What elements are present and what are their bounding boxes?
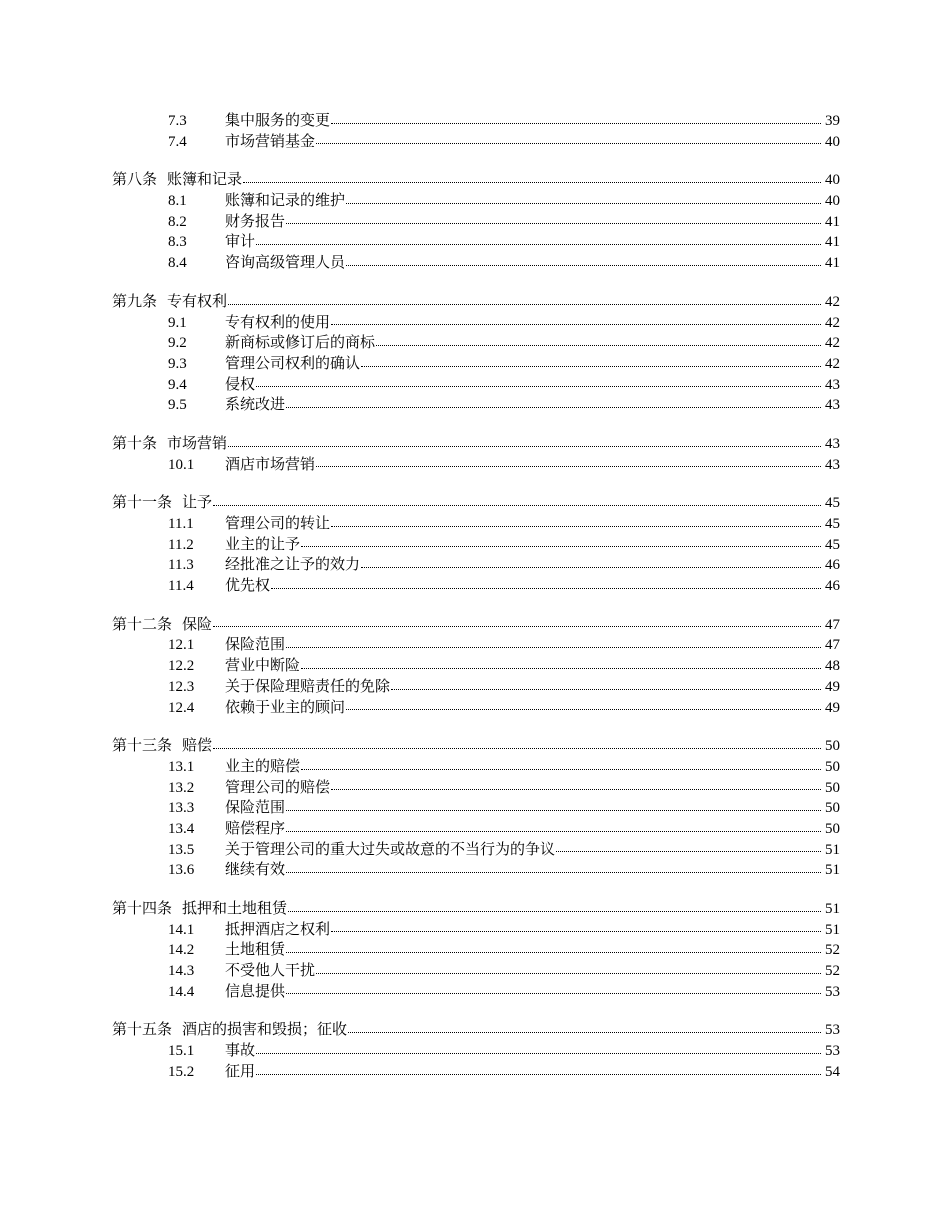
toc-article-row [112, 615, 840, 636]
toc-section [112, 434, 840, 475]
toc-item-row [112, 191, 840, 212]
toc-item-title: 依赖于业主的顾问 [225, 699, 346, 716]
toc-section [112, 1020, 840, 1082]
dot-leader [346, 709, 821, 710]
toc-item-title: 赔偿程序 [225, 820, 286, 837]
toc-item-title: 账簿和记录的维护 [225, 193, 346, 210]
toc-item-number: 8.3 [168, 234, 187, 251]
toc-page-number: 43 [825, 397, 840, 414]
toc-item-title: 关于保险理赔责任的免除 [225, 678, 391, 695]
dot-leader [316, 143, 821, 144]
toc-article-label: 第十一条 [112, 495, 173, 512]
dot-leader [376, 345, 821, 346]
toc-item-title: 审计 [225, 234, 256, 251]
toc-item-title: 市场营销基金 [225, 133, 316, 150]
toc-article-row [112, 292, 840, 313]
dot-leader [256, 1074, 821, 1075]
toc-item-row [112, 395, 840, 416]
toc-article-title [112, 899, 287, 920]
toc-item-number: 12.1 [168, 637, 195, 654]
toc-page-number: 43 [825, 456, 840, 473]
toc-page-number: 47 [825, 637, 840, 654]
toc-item-number: 7.4 [168, 133, 187, 150]
toc-article-name: 账簿和记录 [167, 172, 243, 189]
dot-leader [301, 546, 821, 547]
toc-page-number: 50 [825, 758, 840, 775]
toc-page-number: 40 [825, 193, 840, 210]
toc-article-row [112, 736, 840, 757]
toc-item-row [112, 354, 840, 375]
toc-item-row [112, 1041, 840, 1062]
toc-page-number: 42 [825, 335, 840, 352]
toc-article-title [112, 615, 212, 636]
toc-item-title: 经批准之让予的效力 [225, 557, 361, 574]
toc-item-title: 管理公司的转让 [225, 516, 331, 532]
toc-item-number: 8.2 [168, 213, 187, 230]
dot-leader [301, 668, 821, 669]
toc-page-number: 54 [825, 1063, 840, 1080]
dot-leader [556, 851, 821, 852]
dot-leader [331, 931, 821, 932]
toc-section [112, 292, 840, 416]
toc-item-title: 关于管理公司的重大过失或故意的不当行为的争议 [225, 841, 556, 858]
toc-item-number: 14.4 [168, 983, 195, 1000]
toc-item-number: 13.5 [168, 841, 195, 858]
toc-page-number: 52 [825, 963, 840, 980]
toc-page-number: 50 [825, 738, 840, 755]
toc-article-row [112, 899, 840, 920]
toc-item-number: 13.2 [168, 779, 195, 796]
toc-item-row [112, 253, 840, 274]
toc-article-label: 第十四条 [112, 901, 173, 917]
toc-section [112, 736, 840, 881]
dot-leader [346, 265, 821, 266]
dot-leader [361, 366, 821, 367]
toc-item-number: 14.3 [168, 963, 195, 980]
toc-article-label: 第十五条 [112, 1022, 173, 1039]
toc-item-number: 9.2 [168, 335, 187, 352]
dot-leader [348, 1032, 821, 1033]
toc-item-title: 征用 [225, 1063, 256, 1080]
toc-item-title: 土地租赁 [225, 942, 286, 959]
toc-item-number: 15.2 [168, 1063, 195, 1080]
toc-page-number: 41 [825, 234, 840, 251]
toc-item-number: 12.3 [168, 678, 195, 695]
toc-item-title: 继续有效 [225, 862, 286, 879]
toc-item-number: 9.5 [168, 397, 187, 414]
toc-item-title: 侵权 [225, 376, 256, 393]
toc-article-label: 第十三条 [112, 738, 173, 755]
toc-page-number: 50 [825, 800, 840, 817]
toc-article-title [112, 493, 212, 514]
toc-item-title: 不受他人干扰 [225, 963, 316, 980]
toc-item-number: 13.4 [168, 820, 195, 837]
toc-item-title: 优先权 [225, 578, 271, 595]
toc-item-number: 8.1 [168, 193, 187, 210]
toc-item-title: 酒店市场营销 [225, 456, 316, 473]
toc-page-number: 49 [825, 678, 840, 695]
toc-item-row [112, 333, 840, 354]
toc-item-row [112, 778, 840, 799]
toc-item-row [112, 940, 840, 961]
dot-leader [286, 831, 821, 832]
toc-article-row [112, 493, 840, 514]
toc-article-label: 第十条 [112, 435, 158, 452]
dot-leader [286, 223, 821, 224]
toc-item-title: 管理公司权利的确认 [225, 355, 361, 372]
toc-section [112, 111, 840, 152]
dot-leader [316, 973, 821, 974]
toc-item-number: 10.1 [168, 456, 195, 473]
dot-leader [331, 526, 821, 527]
dot-leader [361, 567, 821, 568]
toc-item-title: 咨询高级管理人员 [225, 255, 346, 272]
toc-article-title [112, 170, 242, 191]
toc-page-number: 46 [825, 578, 840, 595]
toc-article-name: 让予 [182, 495, 213, 512]
table-of-contents [112, 111, 840, 1101]
toc-page-number: 49 [825, 699, 840, 716]
dot-leader [331, 123, 821, 124]
toc-page-number: 50 [825, 820, 840, 837]
toc-item-row [112, 212, 840, 233]
toc-item-number: 9.1 [168, 314, 187, 331]
toc-item-title: 抵押酒店之权利 [225, 921, 331, 938]
toc-item-number: 14.2 [168, 942, 195, 959]
toc-article-title [112, 434, 227, 455]
toc-item-row [112, 698, 840, 719]
toc-article-title [112, 292, 227, 313]
toc-page-number: 45 [825, 495, 840, 512]
toc-item-title: 系统改进 [225, 397, 286, 414]
toc-page-number: 46 [825, 557, 840, 574]
toc-page-number: 47 [825, 616, 840, 633]
dot-leader [391, 689, 821, 690]
toc-page-number: 53 [825, 1022, 840, 1039]
dot-leader [286, 872, 821, 873]
toc-page-number: 41 [825, 213, 840, 230]
toc-item-row [112, 635, 840, 656]
toc-item-number: 13.1 [168, 758, 195, 775]
toc-item-number: 7.3 [168, 113, 187, 129]
toc-page-number: 51 [825, 901, 840, 917]
toc-item-row [112, 677, 840, 698]
toc-item-row [112, 840, 840, 861]
dot-leader [316, 466, 821, 467]
toc-article-title [112, 1020, 347, 1041]
dot-leader [213, 748, 821, 749]
toc-item-title: 专有权利的使用 [225, 314, 331, 331]
dot-leader [286, 952, 821, 953]
dot-leader [228, 446, 821, 447]
toc-page-number: 50 [825, 779, 840, 796]
dot-leader [243, 182, 821, 183]
dot-leader [286, 647, 821, 648]
dot-leader [301, 769, 821, 770]
dot-leader [331, 324, 821, 325]
toc-article-name: 市场营销 [167, 435, 228, 452]
toc-page-number: 45 [825, 536, 840, 553]
toc-item-number: 12.2 [168, 658, 195, 675]
toc-section [112, 615, 840, 718]
toc-item-row [112, 313, 840, 334]
toc-page-number: 53 [825, 1043, 840, 1060]
toc-item-number: 11.1 [168, 516, 194, 532]
dot-leader [256, 386, 821, 387]
dot-leader [346, 203, 821, 204]
toc-page-number: 48 [825, 658, 840, 675]
toc-item-number: 11.3 [168, 557, 194, 574]
toc-section [112, 899, 840, 1002]
toc-item-number: 11.4 [168, 578, 194, 595]
toc-item-title: 保险范围 [225, 637, 286, 654]
toc-page-number: 53 [825, 983, 840, 1000]
dot-leader [271, 588, 821, 589]
dot-leader [286, 993, 821, 994]
toc-item-title: 营业中断险 [225, 658, 301, 675]
toc-item-row [112, 232, 840, 253]
toc-item-title: 管理公司的赔偿 [225, 779, 331, 796]
toc-article-label: 第八条 [112, 172, 158, 189]
dot-leader [286, 407, 821, 408]
toc-page-number: 40 [825, 133, 840, 150]
toc-section [112, 170, 840, 273]
toc-item-number: 11.2 [168, 536, 194, 553]
toc-page-number: 51 [825, 921, 840, 938]
dot-leader [256, 1053, 821, 1054]
toc-article-name: 抵押和土地租赁 [182, 901, 288, 917]
toc-article-name: 保险 [182, 616, 213, 633]
dot-leader [256, 244, 821, 245]
toc-item-row [112, 798, 840, 819]
toc-page-number: 43 [825, 435, 840, 452]
toc-section [112, 493, 840, 596]
toc-item-row [112, 860, 840, 881]
toc-item-number: 14.1 [168, 921, 195, 938]
toc-item-number: 13.3 [168, 800, 195, 817]
toc-page-number: 51 [825, 862, 840, 879]
toc-page-number: 52 [825, 942, 840, 959]
toc-article-name: 专有权利 [167, 293, 228, 310]
toc-page-number: 39 [825, 113, 840, 129]
dot-leader [213, 505, 821, 506]
toc-page-number: 42 [825, 355, 840, 372]
toc-item-row [112, 656, 840, 677]
toc-item-row [112, 555, 840, 576]
toc-item-row [112, 757, 840, 778]
toc-item-row [112, 535, 840, 556]
toc-page-number: 43 [825, 376, 840, 393]
toc-item-title: 业主的让予 [225, 536, 301, 553]
toc-article-title [112, 736, 212, 757]
toc-item-row [112, 132, 840, 153]
toc-article-row [112, 1020, 840, 1041]
toc-item-number: 12.4 [168, 699, 195, 716]
toc-item-row [112, 111, 840, 132]
dot-leader [228, 304, 821, 305]
toc-page-number: 40 [825, 172, 840, 189]
toc-item-title: 信息提供 [225, 983, 286, 1000]
toc-item-row [112, 920, 840, 941]
dot-leader [331, 789, 821, 790]
toc-item-row [112, 961, 840, 982]
toc-article-label: 第九条 [112, 293, 158, 310]
toc-item-number: 9.3 [168, 355, 187, 372]
toc-item-title: 保险范围 [225, 800, 286, 817]
toc-item-row [112, 455, 840, 476]
toc-article-row [112, 434, 840, 455]
toc-item-title: 业主的赔偿 [225, 758, 301, 775]
toc-page-number: 42 [825, 314, 840, 331]
toc-item-number: 8.4 [168, 255, 187, 272]
toc-page-number: 41 [825, 255, 840, 272]
toc-item-title: 事故 [225, 1043, 256, 1060]
toc-item-row [112, 375, 840, 396]
toc-item-number: 13.6 [168, 862, 195, 879]
toc-item-row [112, 982, 840, 1003]
toc-page-number: 51 [825, 841, 840, 858]
toc-article-row [112, 170, 840, 191]
toc-item-number: 9.4 [168, 376, 187, 393]
toc-item-title: 财务报告 [225, 213, 286, 230]
toc-page-number: 42 [825, 293, 840, 310]
toc-item-row [112, 576, 840, 597]
toc-page-number: 45 [825, 516, 840, 532]
toc-article-label: 第十二条 [112, 616, 173, 633]
toc-item-title: 新商标或修订后的商标 [225, 335, 376, 352]
toc-item-number: 15.1 [168, 1043, 195, 1060]
toc-article-name: 赔偿 [182, 738, 213, 755]
toc-item-row [112, 1062, 840, 1083]
toc-item-row [112, 514, 840, 535]
toc-article-name: 酒店的损害和毁损；征收 [182, 1022, 348, 1039]
toc-item-row [112, 819, 840, 840]
dot-leader [213, 626, 821, 627]
toc-item-title: 集中服务的变更 [225, 113, 331, 129]
dot-leader [286, 810, 821, 811]
dot-leader [288, 911, 821, 912]
